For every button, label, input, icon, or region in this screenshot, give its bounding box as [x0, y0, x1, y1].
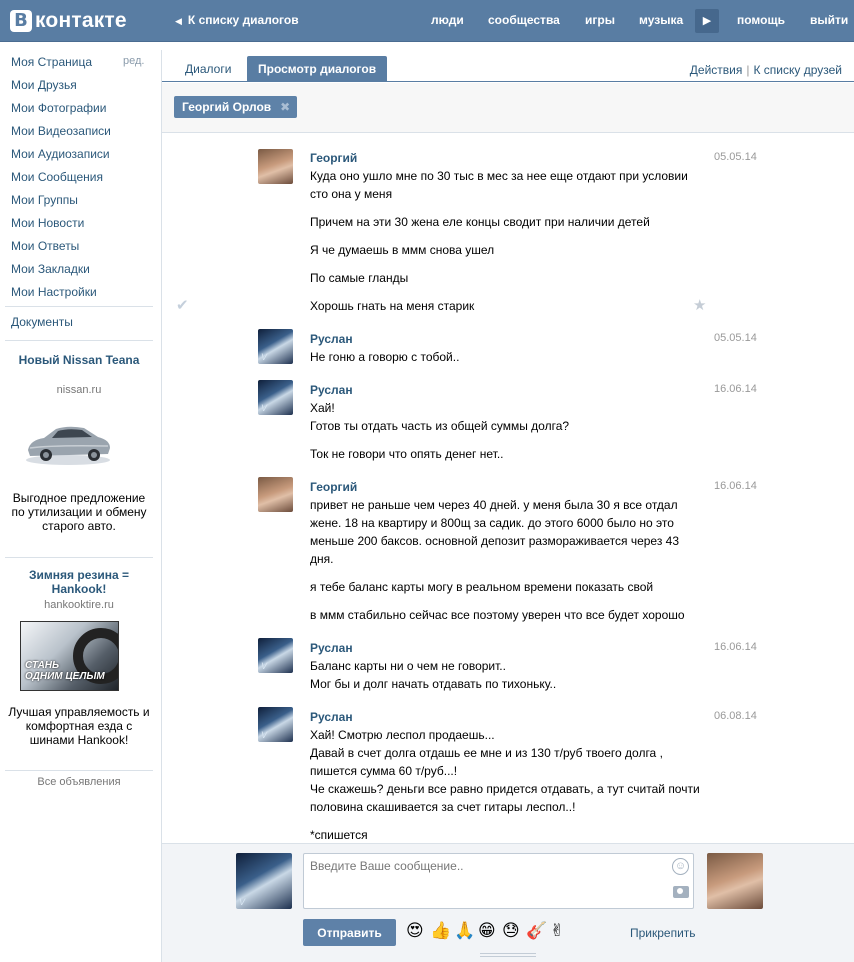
message-date[interactable]: 05.05.14 — [714, 151, 757, 163]
sidebar-item-audio[interactable]: Мои Аудиозаписи — [11, 147, 110, 161]
sidebar-divider — [5, 340, 153, 341]
my-avatar[interactable] — [236, 853, 292, 909]
sidebar-item-news[interactable]: Мои Новости — [11, 216, 85, 230]
tab-bar — [162, 56, 854, 82]
sidebar-item-groups[interactable]: Мои Группы — [11, 193, 78, 207]
message-date[interactable]: 16.06.14 — [714, 383, 757, 395]
message-text: Хай! Смотрю леспол продаешь... Давай в счет долга отдашь ее мне и из 130 т/руб твоего долга , пишется сумма 60 т/руб...! Че скажешь? деньги все равно придется отдавать, а тут считай почти половина скашивается за счет гитары леспол..! — [310, 728, 700, 814]
message-sender[interactable]: Георгий — [310, 480, 358, 494]
emoji-grin-icon[interactable]: 😁 — [478, 921, 496, 941]
check-icon[interactable]: ✔ — [176, 297, 189, 314]
message-text: По самые гланды — [310, 271, 409, 285]
message-sender[interactable]: Руслан — [310, 710, 353, 724]
resize-grip[interactable] — [480, 953, 536, 957]
message-text: *спишется — [310, 828, 368, 842]
ad-text: Лучшая управляемость и комфортная езда с шинами Hankook! — [8, 705, 150, 747]
message-text: Я че думаешь в ммм снова ушел — [310, 243, 495, 257]
car-image[interactable] — [22, 412, 114, 468]
message-text: Не гоню а говорю с тобой.. — [310, 350, 460, 364]
message-text: Хорошь гнать на меня старик — [310, 299, 475, 313]
sidebar-divider — [5, 306, 153, 307]
recipient-avatar[interactable] — [707, 853, 763, 909]
star-icon[interactable]: ★ — [693, 297, 707, 314]
tab-view-dialogs[interactable]: Просмотр диалогов — [247, 56, 387, 82]
nav-music[interactable]: музыка — [639, 13, 684, 27]
message-text: Баланс карты ни о чем не говорит.. Мог бы и долг начать отдавать по тихоньку.. — [310, 659, 557, 691]
chevron-left-icon: ◀ — [175, 16, 182, 26]
participant-chip[interactable] — [174, 96, 297, 118]
message-text: Причем на эти 30 жена еле концы сводит при наличии детей — [310, 215, 650, 229]
actions-link[interactable]: Действия — [689, 63, 743, 77]
friends-list-link[interactable]: К списку друзей — [753, 63, 842, 77]
sidebar-item-friends[interactable]: Мои Друзья — [11, 78, 77, 92]
nav-games[interactable]: игры — [585, 13, 615, 27]
sidebar-edit-link[interactable]: ред. — [123, 55, 145, 67]
ad-title[interactable]: Новый Nissan Teana — [18, 353, 140, 367]
sidebar-item-answers[interactable]: Мои Ответы — [11, 239, 80, 253]
nav-people[interactable]: люди — [431, 13, 464, 27]
logo-mark: В — [10, 10, 32, 32]
message-date[interactable]: 06.08.14 — [714, 710, 757, 722]
emoji-heart-eyes-icon[interactable]: 😍 — [406, 921, 424, 941]
sidebar-divider — [5, 557, 153, 558]
message-sender[interactable]: Руслан — [310, 383, 353, 397]
emoji-pray-icon[interactable]: 🙏 — [454, 921, 476, 941]
message-text: привет не раньше чем через 40 дней. у меня была 30 я все отдал жене. 18 на квартиру и 800щ за садик. до этого 6000 было но это меньше 200 баксов. основной депозит размораживается через 43 дня. — [310, 498, 680, 566]
smile-icon[interactable]: ☺ — [672, 858, 689, 875]
message-sender[interactable]: Георгий — [310, 151, 358, 165]
sidebar-item-messages[interactable]: Мои Сообщения — [11, 170, 103, 184]
message-sender[interactable]: Руслан — [310, 641, 353, 655]
ad-domain: nissan.ru — [56, 384, 102, 396]
message-date[interactable]: 05.05.14 — [714, 332, 757, 344]
message-text: я тебе баланс карты могу в реальном времени показать свой — [310, 580, 654, 594]
sidebar-item-documents[interactable]: Документы — [11, 315, 73, 329]
tire-banner-image[interactable] — [20, 621, 119, 691]
emoji-sweat-icon[interactable]: 😓 — [502, 921, 520, 941]
message-sender[interactable]: Руслан — [310, 332, 353, 346]
sidebar-item-settings[interactable]: Мои Настройки — [11, 285, 97, 299]
message-composer — [162, 843, 854, 962]
avatar[interactable] — [258, 638, 293, 673]
sidebar-divider — [5, 770, 153, 771]
avatar[interactable] — [258, 329, 293, 364]
actions-separator: | — [746, 63, 750, 77]
tab-dialogs[interactable]: Диалоги — [185, 62, 232, 76]
back-to-dialogs-label: К списку диалогов — [187, 13, 299, 27]
message-input[interactable] — [303, 853, 694, 909]
message-text: Ток не говори что опять денег нет.. — [310, 447, 504, 461]
banner-text-line1: СТАНЬ — [25, 660, 60, 671]
avatar[interactable] — [258, 477, 293, 512]
participant-chip-label: Георгий Орлов — [182, 100, 272, 114]
tab-actions — [690, 63, 842, 77]
attach-link[interactable]: Прикрепить — [630, 926, 696, 940]
nav-logout[interactable]: выйти — [810, 13, 849, 27]
message-text: Куда оно ушло мне по 30 тыс в мес за нее еще отдают при условии сто она у меня — [310, 169, 688, 201]
logo-text: контакте — [35, 9, 127, 32]
ad-domain: hankooktire.ru — [44, 599, 114, 611]
ad-text: Выгодное предложение по утилизации и обмену старого авто. — [11, 491, 147, 533]
sidebar-item-my-page[interactable]: Моя Страница — [11, 55, 93, 69]
emoji-thumbs-up-icon[interactable]: 👍 — [430, 921, 452, 941]
message-date[interactable]: 16.06.14 — [714, 480, 757, 492]
message-text: в ммм стабильно сейчас все поэтому уверен что все будет хорошо — [310, 608, 685, 622]
banner-text-line2: ОДНИМ ЦЕЛЫМ — [25, 671, 105, 682]
close-icon[interactable]: ✖ — [280, 100, 291, 114]
send-button[interactable]: Отправить — [303, 919, 396, 946]
top-bar — [0, 0, 854, 42]
message-date[interactable]: 16.06.14 — [714, 641, 757, 653]
nav-help[interactable]: помощь — [737, 13, 785, 27]
sidebar-item-videos[interactable]: Мои Видеозаписи — [11, 124, 111, 138]
emoji-victory-icon[interactable]: ✌ — [550, 921, 565, 941]
all-ads-link[interactable]: Все объявления — [37, 776, 121, 788]
vk-logo[interactable] — [10, 9, 127, 33]
ad-title[interactable]: Зимняя резина = Hankook! — [29, 568, 129, 596]
emoji-guitar-icon[interactable]: 🎸 — [526, 921, 548, 941]
back-to-dialogs-link[interactable] — [175, 13, 299, 27]
message-text: Хай! Готов ты отдать часть из общей суммы долга? — [310, 401, 570, 433]
nav-communities[interactable]: сообщества — [488, 13, 560, 27]
dialog-view — [161, 50, 854, 962]
sidebar-item-photos[interactable]: Мои Фотографии — [11, 101, 107, 115]
avatar[interactable] — [258, 149, 293, 184]
camera-icon[interactable] — [673, 886, 689, 898]
avatar[interactable] — [258, 707, 293, 742]
avatar[interactable] — [258, 380, 293, 415]
sidebar-item-bookmarks[interactable]: Мои Закладки — [11, 262, 90, 276]
filter-bar — [162, 83, 854, 133]
play-icon[interactable]: ▶ — [695, 9, 719, 33]
